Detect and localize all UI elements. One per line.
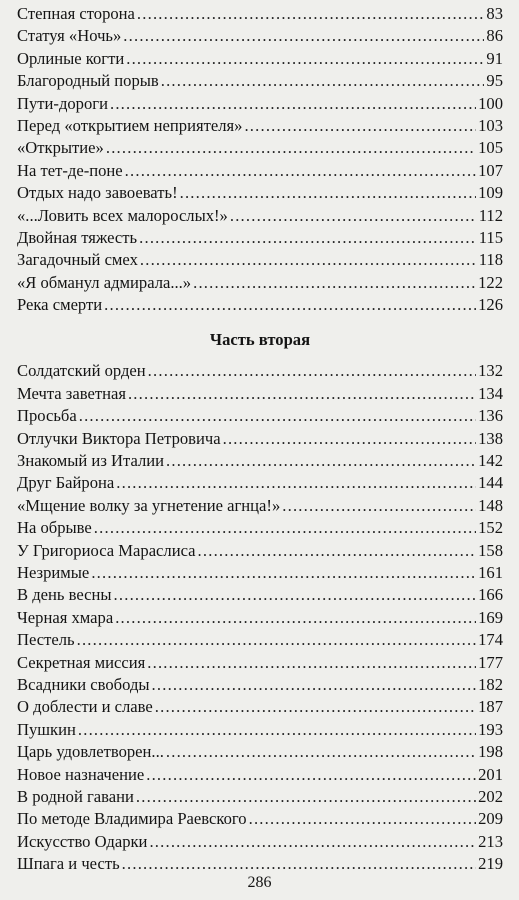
toc-entry-page: 100 xyxy=(478,93,503,113)
toc-entry xyxy=(17,405,503,427)
toc-entry-page: 103 xyxy=(478,115,503,135)
toc-entry-page: 169 xyxy=(478,607,503,627)
toc-entry xyxy=(17,607,503,629)
toc-entry-title: Двойная тяжесть xyxy=(17,227,138,247)
toc-entry-page: 118 xyxy=(478,250,503,270)
toc-entry-page: 158 xyxy=(478,540,503,560)
toc-entry xyxy=(17,831,503,853)
dot-leader xyxy=(94,517,476,539)
toc-entry xyxy=(17,294,503,316)
toc-entry-page: 95 xyxy=(486,71,503,91)
toc-entry xyxy=(17,674,503,696)
dot-leader xyxy=(77,629,477,651)
toc-entry-title: «Открытие» xyxy=(17,138,104,158)
dot-leader xyxy=(180,182,477,204)
toc-entry-title: Всадники свободы xyxy=(17,674,150,694)
toc-entry-title: Царь удовлетворен... xyxy=(17,742,164,762)
toc-entry xyxy=(17,48,503,70)
dot-leader xyxy=(282,495,476,517)
toc-entry-title: «...Ловить всех малорослых!» xyxy=(17,205,228,225)
toc-entry xyxy=(17,786,503,808)
dot-leader xyxy=(198,540,477,562)
dot-leader xyxy=(123,25,484,47)
dot-leader xyxy=(104,294,476,316)
toc-entry-title: Пушкин xyxy=(17,719,76,739)
toc-entry-page: 107 xyxy=(478,160,503,180)
dot-leader xyxy=(249,808,477,830)
toc-entry-page: 202 xyxy=(478,786,503,806)
toc-entry-title: Перед «открытием неприятеля» xyxy=(17,115,243,135)
toc-entry-title: Знакомый из Италии xyxy=(17,451,165,471)
dot-leader xyxy=(78,719,476,741)
toc-entry-page: 132 xyxy=(478,361,503,381)
toc-entry-title: «Я обманул адмирала...» xyxy=(17,272,192,292)
toc-entry-title: В день весны xyxy=(17,585,112,605)
page-number: 286 xyxy=(247,874,272,891)
toc-entry xyxy=(17,741,503,763)
toc-entry-title: Загадочный смех xyxy=(17,250,138,270)
toc-entry xyxy=(17,629,503,651)
toc-entry-page: 142 xyxy=(478,451,503,471)
toc-entry-title: Друг Байрона xyxy=(17,473,115,493)
dot-leader xyxy=(122,853,476,875)
dot-leader xyxy=(114,584,477,606)
toc-entry-title: Черная хмара xyxy=(17,607,114,627)
toc-entry-title: «Мщение волку за угнетение агнца!» xyxy=(17,495,281,515)
toc-entry-page: 198 xyxy=(478,742,503,762)
toc-entry-title: Мечта заветная xyxy=(17,383,126,403)
dot-leader xyxy=(166,450,476,472)
section-heading-part-two: Часть вторая xyxy=(209,330,311,350)
toc-entry-page: 134 xyxy=(478,383,503,403)
toc-entry-page: 213 xyxy=(478,831,503,851)
toc-entry-title: Пути-дороги xyxy=(17,93,108,113)
part-one-list xyxy=(17,3,503,316)
toc-entry-title: Река смерти xyxy=(17,295,103,315)
dot-leader xyxy=(230,205,477,227)
toc-entry-page: 115 xyxy=(478,227,503,247)
toc-entry xyxy=(17,249,503,271)
toc-entry-title: Отдых надо завоевать! xyxy=(17,183,178,203)
toc-entry-page: 187 xyxy=(478,697,503,717)
dot-leader xyxy=(128,383,476,405)
dot-leader xyxy=(91,562,476,584)
toc-entry-page: 105 xyxy=(478,138,503,158)
toc-entry-page: 148 xyxy=(478,495,503,515)
toc-entry-title: Незримые xyxy=(17,562,90,582)
toc-entry-page: 112 xyxy=(478,205,503,225)
toc-entry xyxy=(17,853,503,875)
dot-leader xyxy=(125,160,476,182)
toc-entry-title: В родной гавани xyxy=(17,786,134,806)
dot-leader xyxy=(115,607,476,629)
toc-entry-page: 91 xyxy=(486,48,503,68)
toc-entry-page: 83 xyxy=(486,4,503,23)
toc-entry-title: На обрыве xyxy=(17,518,92,538)
dot-leader xyxy=(244,115,476,137)
part-two-list xyxy=(17,360,503,875)
toc-entry xyxy=(17,93,503,115)
toc-entry-title: На тет-де-поне xyxy=(17,160,123,180)
dot-leader xyxy=(140,249,477,271)
toc-entry xyxy=(17,517,503,539)
toc-entry-title: Степная сторона xyxy=(17,4,135,23)
toc-entry xyxy=(17,808,503,830)
toc-entry xyxy=(17,272,503,294)
toc-entry-title: По методе Владимира Раевского xyxy=(17,809,247,829)
toc-entry xyxy=(17,227,503,249)
toc-entry-page: 152 xyxy=(478,518,503,538)
toc-entry xyxy=(17,428,503,450)
toc-entry-title: Благородный порыв xyxy=(17,71,159,91)
toc-entry-page: 209 xyxy=(478,809,503,829)
toc-entry-page: 174 xyxy=(478,630,503,650)
toc-entry xyxy=(17,450,503,472)
toc-entry xyxy=(17,205,503,227)
dot-leader xyxy=(126,48,484,70)
dot-leader xyxy=(137,3,485,25)
dot-leader xyxy=(139,227,477,249)
toc-entry xyxy=(17,472,503,494)
toc-entry xyxy=(17,3,503,25)
dot-leader xyxy=(166,741,476,763)
toc-entry-title: Солдатский орден xyxy=(17,361,146,381)
toc-entry-page: 219 xyxy=(478,854,503,874)
dot-leader xyxy=(149,831,476,853)
dot-leader xyxy=(152,674,477,696)
toc-entry-page: 136 xyxy=(478,406,503,426)
toc-entry xyxy=(17,719,503,741)
toc-entry-title: Секретная миссия xyxy=(17,652,146,672)
toc-entry-title: Отлучки Виктора Петровича xyxy=(17,428,221,448)
dot-leader xyxy=(161,70,485,92)
dot-leader xyxy=(146,764,476,786)
dot-leader xyxy=(106,137,476,159)
dot-leader xyxy=(79,405,476,427)
toc-entry-title: Искусство Одарки xyxy=(17,831,148,851)
toc-entry-title: Пестель xyxy=(17,630,75,650)
toc-entry xyxy=(17,562,503,584)
toc-entry-page: 109 xyxy=(478,183,503,203)
toc-entry-title: У Григориоса Мараслиса xyxy=(17,540,196,560)
toc-entry xyxy=(17,696,503,718)
dot-leader xyxy=(147,652,476,674)
table-of-contents xyxy=(17,3,503,875)
toc-entry-title: О доблести и славе xyxy=(17,697,153,717)
toc-entry-page: 144 xyxy=(478,473,503,493)
dot-leader xyxy=(148,360,476,382)
toc-entry xyxy=(17,160,503,182)
toc-entry-title: Просьба xyxy=(17,406,77,426)
toc-entry xyxy=(17,360,503,382)
toc-entry xyxy=(17,540,503,562)
toc-entry-page: 86 xyxy=(486,26,503,46)
toc-entry-title: Статуя «Ночь» xyxy=(17,26,122,46)
toc-entry-page: 177 xyxy=(478,652,503,672)
dot-leader xyxy=(110,93,476,115)
toc-entry-title: Орлиные когти xyxy=(17,48,125,68)
toc-entry-page: 193 xyxy=(478,719,503,739)
toc-entry xyxy=(17,383,503,405)
dot-leader xyxy=(116,472,476,494)
toc-entry-page: 161 xyxy=(478,562,503,582)
toc-entry-page: 126 xyxy=(478,295,503,315)
toc-entry-page: 182 xyxy=(478,674,503,694)
toc-entry xyxy=(17,495,503,517)
toc-entry xyxy=(17,25,503,47)
toc-entry-title: Шпага и честь xyxy=(17,854,120,874)
toc-entry-page: 201 xyxy=(478,764,503,784)
toc-entry-page: 138 xyxy=(478,428,503,448)
dot-leader xyxy=(155,696,476,718)
toc-entry xyxy=(17,652,503,674)
toc-entry xyxy=(17,182,503,204)
toc-entry xyxy=(17,764,503,786)
dot-leader xyxy=(193,272,476,294)
dot-leader xyxy=(223,428,477,450)
toc-entry xyxy=(17,115,503,137)
toc-entry xyxy=(17,137,503,159)
dot-leader xyxy=(136,786,476,808)
toc-entry-title: Новое назначение xyxy=(17,764,145,784)
toc-entry xyxy=(17,70,503,92)
toc-entry xyxy=(17,584,503,606)
toc-entry-page: 122 xyxy=(478,272,503,292)
toc-entry-page: 166 xyxy=(478,585,503,605)
